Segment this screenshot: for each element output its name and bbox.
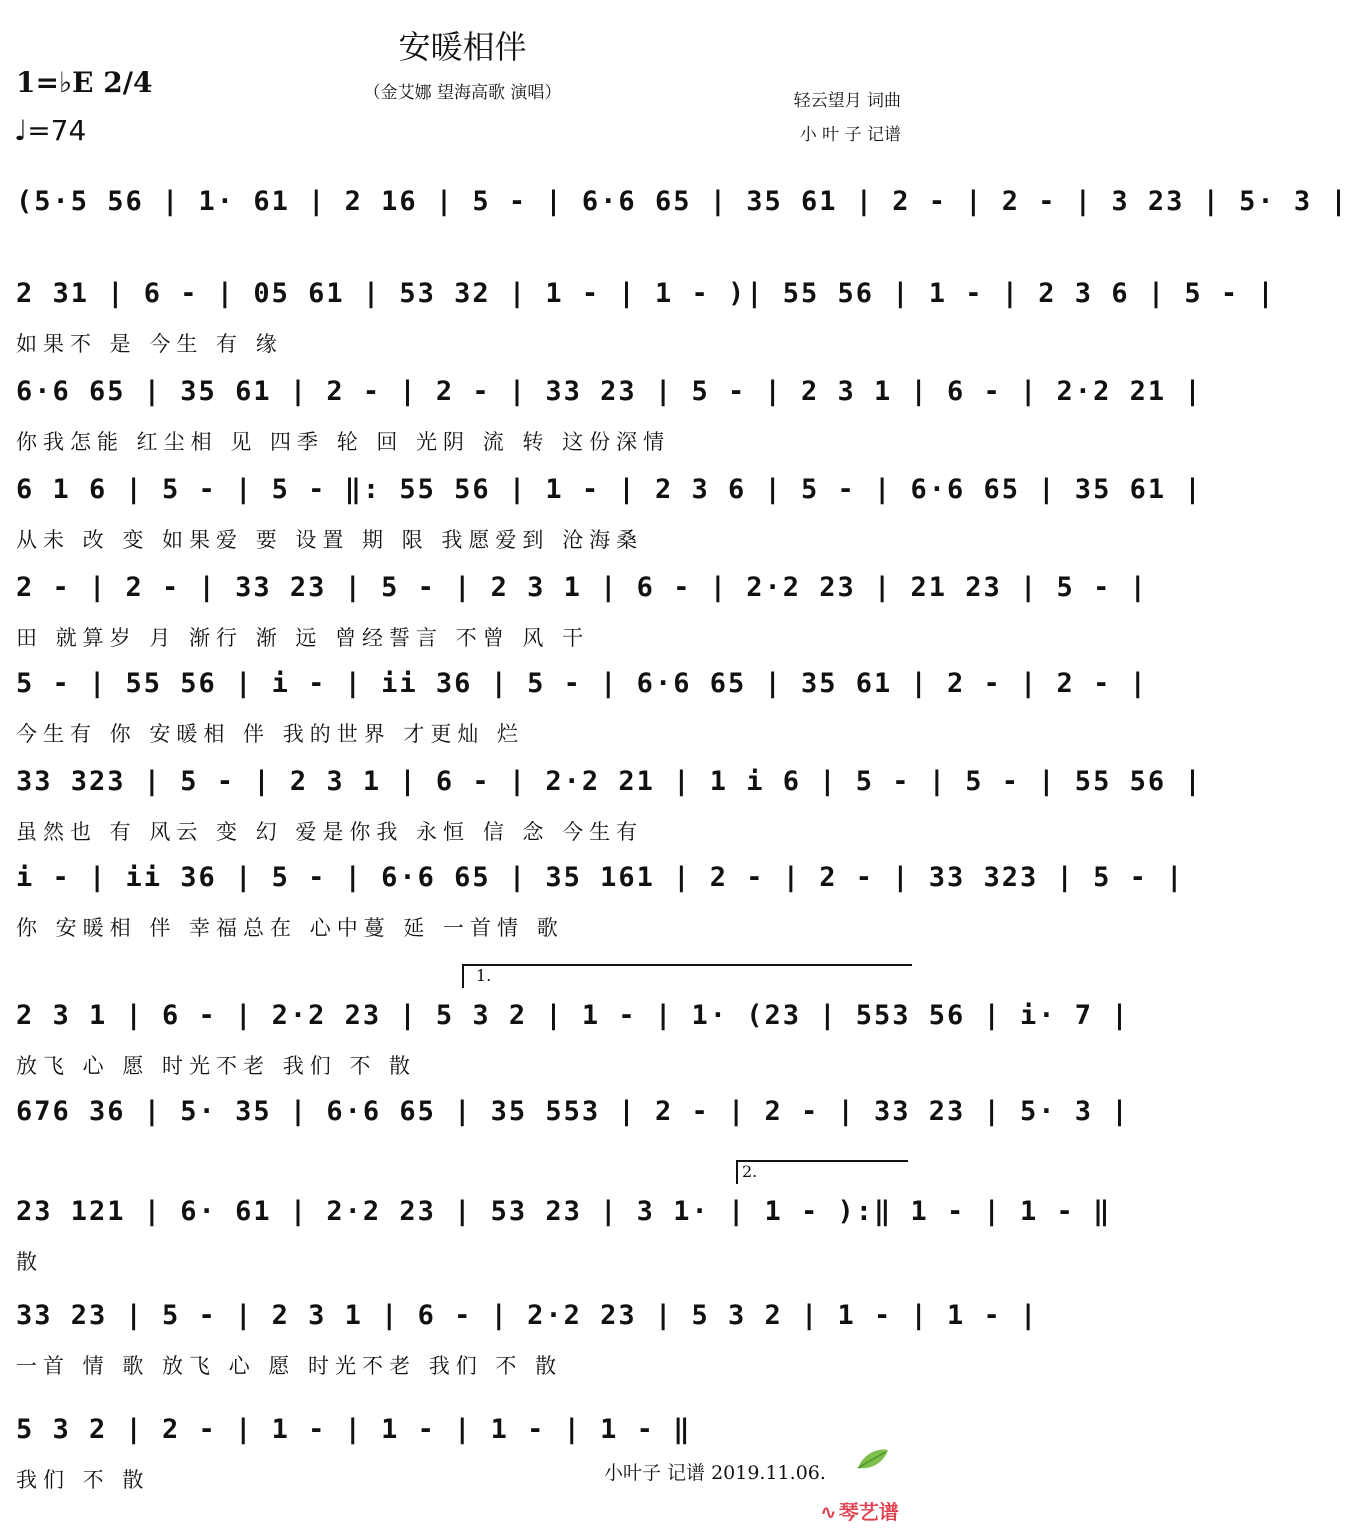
lyrics-line: 如果不 是 今生 有 缘 [16,332,283,356]
watermark-text: 琴艺谱 [838,1500,899,1524]
lyrics-line: 今生有 你 安暖相 伴 我的世界 才更灿 烂 [16,722,525,746]
key-signature: 1=♭E 2/4 [16,66,153,99]
volta-1-label: 1. [476,966,492,985]
notes-line: 676 36 | 5· 35 | 6·6 65 | 35 553 | 2 - | 2 - | 33 23 | 5· 3 | [16,1096,1130,1127]
notes-line: 23 121 | 6· 61 | 2·2 23 | 53 23 | 3 1· | 1 - ):‖ 1 - | 1 - ‖ [16,1196,1112,1227]
notes-line: 2 31 | 6 - | 05 61 | 53 32 | 1 - | 1 - )| 55 56 | 1 - | 2 3 6 | 5 - | [16,278,1276,309]
logo-mark-icon: ∿ [820,1500,837,1524]
lyrics-line [16,236,912,266]
lyrics-line: 一首 情 歌 放飞 心 愿 时光不老 我们 不 散 [16,1354,563,1378]
transcriber-signature: 小叶子 记谱 2019.11.06. [604,1462,826,1484]
volta-1-bracket [462,964,912,966]
lyrics-line: 田 就算岁 月 渐行 渐 远 曾经誓言 不曾 风 干 [16,626,590,650]
lyrics-line: 你 安暖相 伴 幸福总在 心中蔓 延 一首情 歌 [16,916,564,940]
notes-line: 5 - | 55 56 | i - | ii 36 | 5 - | 6·6 65 | 35 61 | 2 - | 2 - | [16,668,1148,699]
song-title: 安暖相伴 [398,28,527,66]
lyrics-line: 虽然也 有 风云 变 幻 爱是你我 永恒 信 念 今生有 [16,820,644,844]
lyrics-line: 你我怎能 红尘相 见 四季 轮 回 光阴 流 转 这份深情 [16,430,671,454]
notes-line: 33 323 | 5 - | 2 3 1 | 6 - | 2·2 21 | 1 i 6 | 5 - | 5 - | 55 56 | [16,766,1203,797]
volta-2-bracket [736,1160,908,1162]
transcriber-credit: 小 叶 子 记谱 [799,125,901,145]
notes-line: i - | ii 36 | 5 - | 6·6 65 | 35 161 | 2 - | 2 - | 33 323 | 5 - | [16,862,1185,893]
words-music-credit: 轻云望月 词曲 [793,91,901,111]
notes-line: 6·6 65 | 35 61 | 2 - | 2 - | 33 23 | 5 - | 2 3 1 | 6 - | 2·2 21 | [16,376,1203,407]
site-logo [820,1496,899,1525]
tempo-marking: ♩=74 [14,114,87,147]
notes-line: 2 - | 2 - | 33 23 | 5 - | 2 3 1 | 6 - | 2·2 23 | 21 23 | 5 - | [16,572,1148,603]
notes-line: 2 3 1 | 6 - | 2·2 23 | 5 3 2 | 1 - | 1· (23 | 553 56 | i· 7 | [16,1000,1130,1031]
lyrics-line: 放飞 心 愿 时光不老 我们 不 散 [16,1054,417,1078]
notes-line: 33 23 | 5 - | 2 3 1 | 6 - | 2·2 23 | 5 3 2 | 1 - | 1 - | [16,1300,1039,1331]
performer-credit: （金艾娜 望海高歌 演唱） [363,83,562,103]
notes-line: (5·5 56 | 1· 61 | 2 16 | 5 - | 6·6 65 | 35 61 | 2 - | 2 - | 3 23 | 5· 3 | [16,186,1349,217]
volta-1-bracket-left [462,964,464,988]
lyrics-line: 散 [16,1250,43,1274]
volta-2-label: 2. [742,1162,758,1181]
notes-line: 5 3 2 | 2 - | 1 - | 1 - | 1 - | 1 - ‖ [16,1414,692,1445]
leaf-icon [856,1446,890,1472]
volta-2-bracket-left [736,1160,738,1184]
notes-line: 6 1 6 | 5 - | 5 - ‖: 55 56 | 1 - | 2 3 6 | 5 - | 6·6 65 | 35 61 | [16,474,1203,505]
lyrics-line: 从未 改 变 如果爱 要 设置 期 限 我愿爱到 沧海桑 [16,528,644,552]
lyrics-line: 我们 不 散 [16,1468,150,1492]
